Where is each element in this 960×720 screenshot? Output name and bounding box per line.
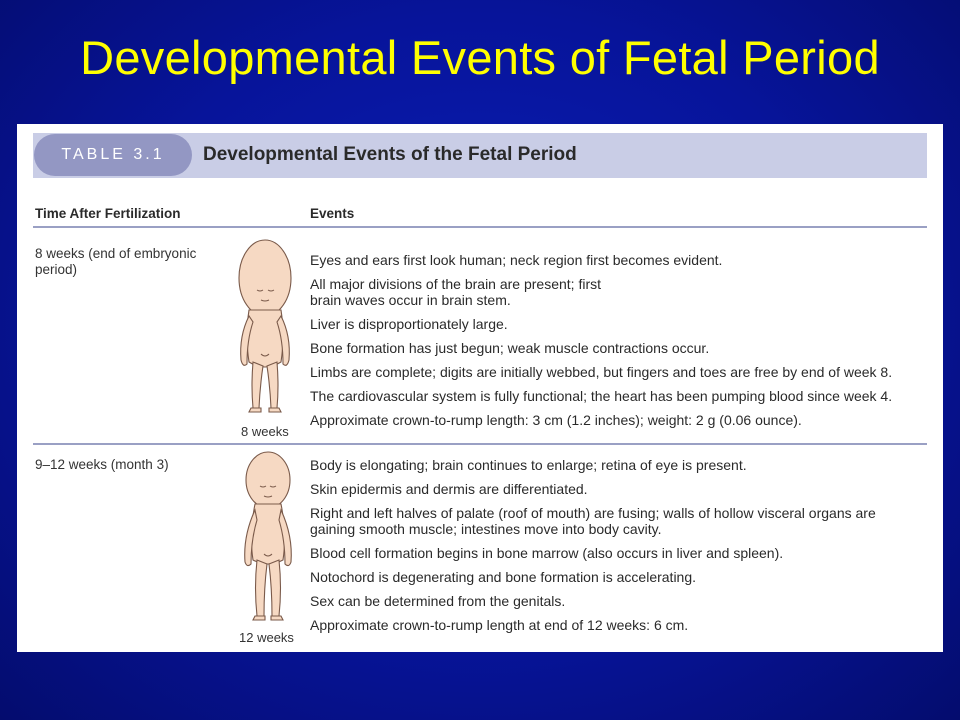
event-item: Skin epidermis and dermis are differentiated.: [310, 481, 588, 497]
event-item: Right and left halves of palate (roof of mouth) are fusing; walls of hollow visceral organs are gaining smooth muscle; intestines move into body cavity.: [310, 505, 876, 537]
row-time-label: 8 weeks (end of embryonic period): [35, 246, 197, 277]
table-panel: [17, 124, 943, 652]
event-item: The cardiovascular system is fully functional; the heart has been pumping blood since week 4.: [310, 388, 893, 404]
header-divider: [33, 226, 927, 228]
column-header-time: Time After Fertilization: [35, 206, 181, 221]
events-list-12-weeks: [310, 457, 920, 641]
event-item: Bone formation has just begun; weak muscle contractions occur.: [310, 340, 710, 356]
fetus-8-weeks-illustration: [235, 236, 295, 422]
figure-caption: 8 weeks: [241, 424, 289, 439]
events-list-8-weeks: [310, 252, 892, 436]
figure-caption: 12 weeks: [239, 630, 294, 645]
row-divider: [33, 443, 927, 445]
event-item: Approximate crown-to-rump length: 3 cm (1.2 inches); weight: 2 g (0.06 ounce).: [310, 412, 802, 428]
event-item: Body is elongating; brain continues to enlarge; retina of eye is present.: [310, 457, 747, 473]
event-item: Approximate crown-to-rump length at end of 12 weeks: 6 cm.: [310, 617, 689, 633]
column-header-events: Events: [310, 206, 355, 221]
event-item: Eyes and ears first look human; neck region first becomes evident.: [310, 252, 723, 268]
fetus-12-weeks-illustration: [237, 450, 299, 630]
row-time-label: 9–12 weeks (month 3): [35, 457, 169, 472]
event-item: Liver is disproportionately large.: [310, 316, 508, 332]
event-item: Limbs are complete; digits are initially webbed, but fingers and toes are free by end of week 8.: [310, 364, 893, 380]
table-caption: Developmental Events of the Fetal Period: [203, 144, 577, 165]
event-item: Blood cell formation begins in bone marrow (also occurs in liver and spleen).: [310, 545, 784, 561]
slide-title: Developmental Events of Fetal Period: [80, 31, 880, 84]
event-item: Notochord is degenerating and bone formation is accelerating.: [310, 569, 697, 585]
event-item: Sex can be determined from the genitals.: [310, 593, 566, 609]
event-item: All major divisions of the brain are present; first brain waves occur in brain stem.: [310, 276, 602, 308]
table-number-badge: TABLE 3.1: [34, 134, 192, 176]
